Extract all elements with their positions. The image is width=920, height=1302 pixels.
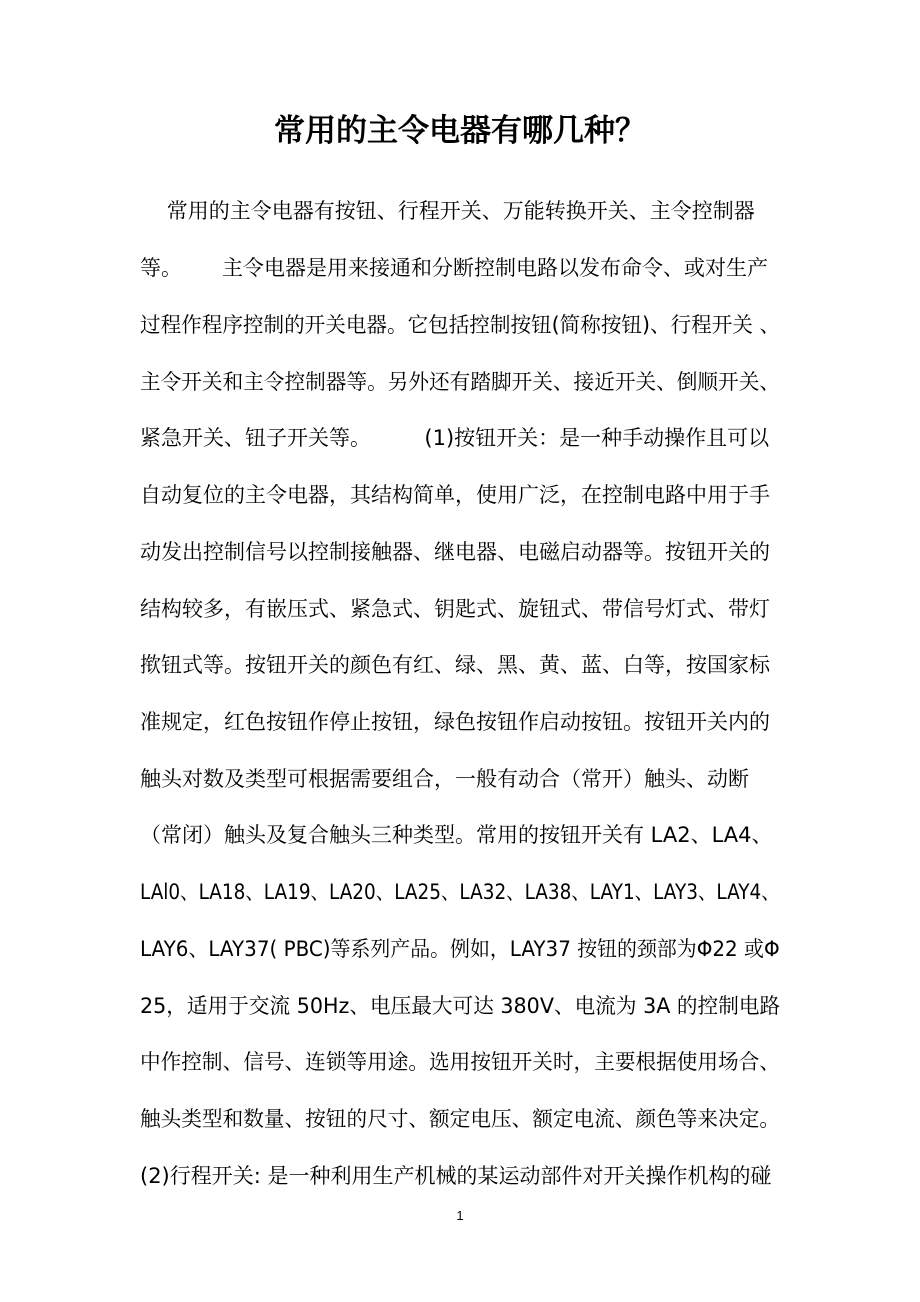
body-line-15: 25，适用于交流 50Hz、电压最大可达 380V、电流为 3A 的控制电路: [140, 994, 781, 1018]
body-line-13: LAl0、LA18、LA19、LA20、LA25、LA32、LA38、LAY1、LAY3、LAY4、: [140, 880, 780, 904]
body-line-7: 动发出控制信号以控制接触器、继电器、电磁启动器等。按钮开关的: [140, 540, 770, 564]
body-line-11: 触头对数及类型可根据需要组合，一般有动合（常开）触头、动断: [140, 767, 749, 791]
body-line-14: LAY6、LAY37( PBC)等系列产品。例如，LAY37 按钮的颈部为Φ22 或Φ: [140, 937, 780, 961]
body-line-18: (2)行程开关: 是一种利用生产机械的某运动部件对开关操作机构的碰: [140, 1164, 772, 1188]
page-number: 1: [456, 1208, 464, 1223]
body-line-10: 准规定，红色按钮作停止按钮，绿色按钮作启动按钮。按钮开关内的: [140, 710, 770, 734]
body-line-1: 常用的主令电器有按钮、行程开关、万能转换开关、主令控制器: [140, 199, 755, 223]
body-line-9: 揿钮式等。按钮开关的颜色有红、绿、黑、黄、蓝、白等，按国家标: [140, 653, 770, 677]
body-line-12: （常闭）触头及复合触头三种类型。常用的按钮开关有 LA2、LA4、: [140, 823, 773, 847]
body-line-2: 等。 主令电器是用来接通和分断控制电路以发布命令、或对生产: [140, 256, 769, 280]
body-line-8: 结构较多，有嵌压式、紧急式、钥匙式、旋钮式、带信号灯式、带灯: [140, 597, 770, 621]
page-title: 常用的主令电器有哪几种？: [274, 113, 646, 149]
body-line-17: 触头类型和数量、按钮的尺寸、额定电压、额定电流、颜色等来决定。: [140, 1107, 780, 1131]
body-line-6: 自动复位的主令电器，其结构简单，使用广泛，在控制电路中用于手: [140, 483, 770, 507]
body-line-16: 中作控制、信号、连锁等用途。选用按钮开关时，主要根据使用场合、: [140, 1050, 780, 1074]
body-line-5: 紧急开关、钮子开关等。 (1)按钮开关：是一种手动操作且可以: [140, 426, 770, 450]
body-line-3: 过程作程序控制的开关电器。它包括控制按钮(简称按钮)、行程开关 、: [140, 313, 781, 337]
body-line-4: 主令开关和主令控制器等。另外还有踏脚开关、接近开关、倒顺开关、: [140, 370, 780, 394]
